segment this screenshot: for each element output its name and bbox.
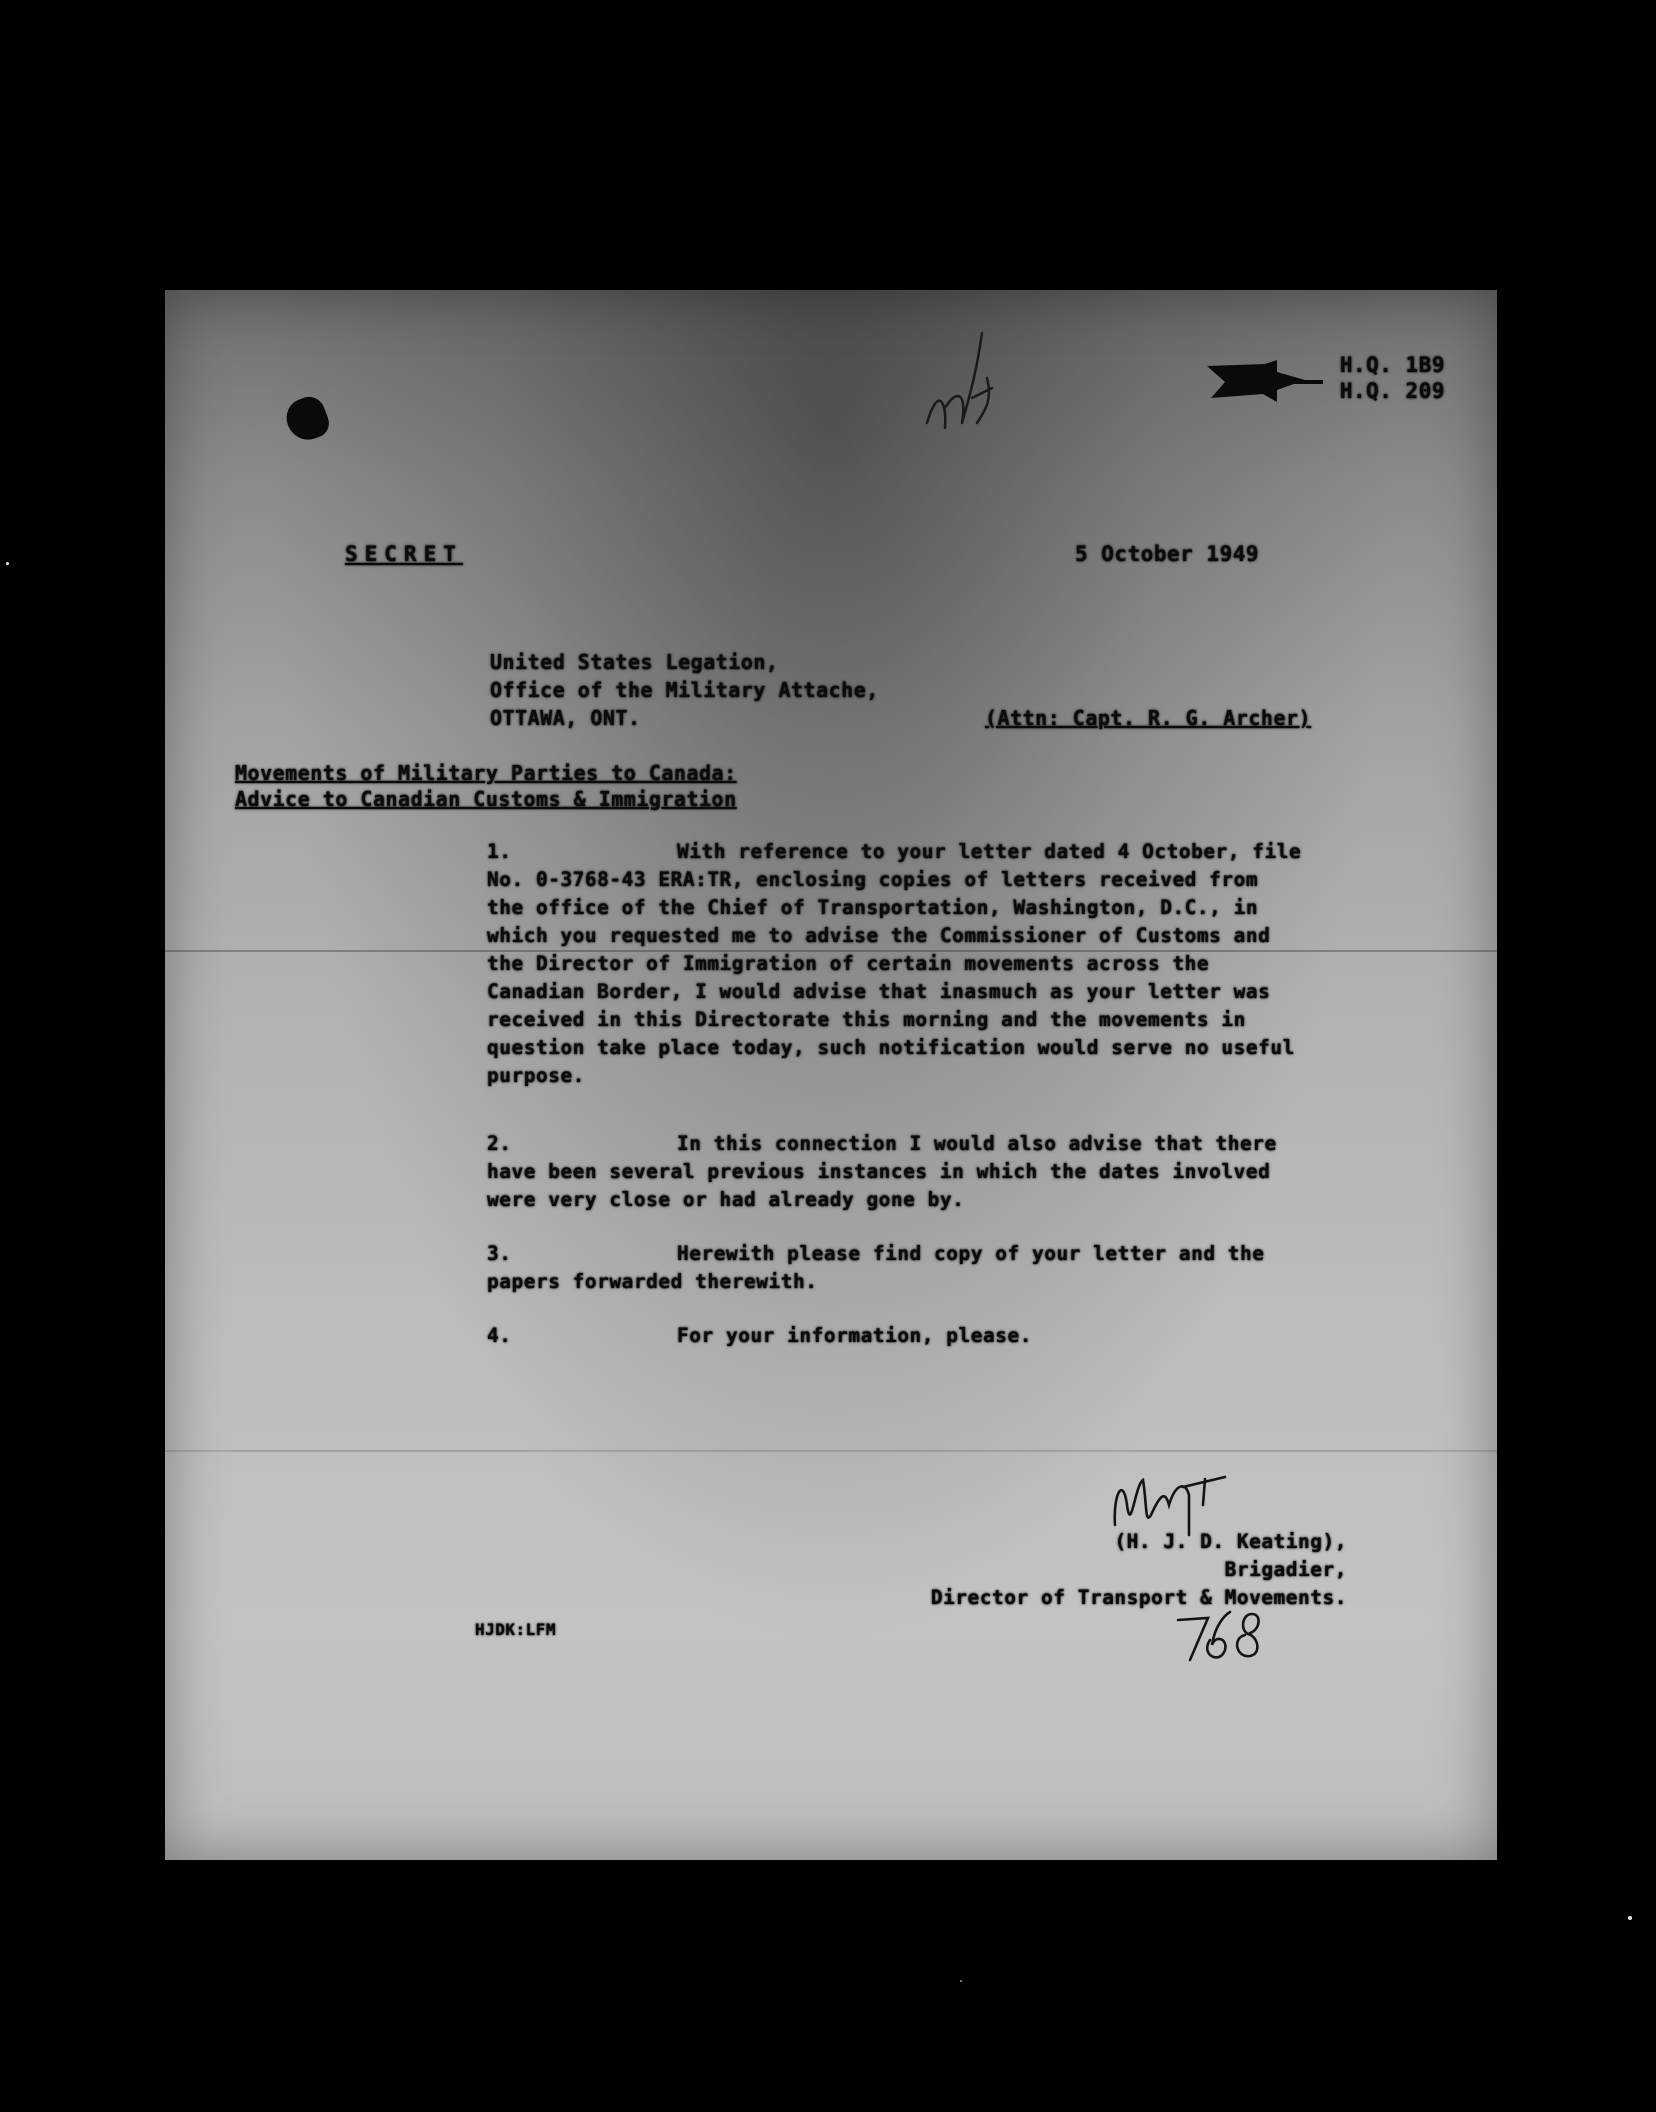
handwritten-page-number [1170, 1600, 1290, 1670]
address-line: Office of the Military Attache, [490, 678, 879, 702]
arrow-mark-icon [1205, 358, 1325, 408]
handwritten-initials [917, 328, 1007, 448]
paragraph-number: 4. [487, 1324, 512, 1347]
signatory-rank: Brigadier, [1224, 1558, 1347, 1581]
paragraph-line: question take place today, such notification would serve no useful [487, 1036, 1295, 1059]
recipient-address [490, 648, 879, 732]
paragraph-2 [487, 1130, 1277, 1214]
subject-line: Advice to Canadian Customs & Immigration [235, 787, 737, 811]
paragraph-line: Canadian Border, I would advise that inasmuch as your letter was [487, 980, 1271, 1003]
paragraph-line: In this connection I would also advise that there [677, 1132, 1277, 1155]
fold-line [165, 1450, 1497, 1452]
paragraph-line: have been several previous instances in which the dates involved [487, 1160, 1271, 1183]
paragraph-line: For your information, please. [677, 1324, 1032, 1347]
typist-reference: HJDK:LFM [475, 1620, 557, 1639]
reference-number: H.Q. 1B9 [1339, 353, 1445, 377]
paragraph-line: received in this Directorate this morning and the movements in [487, 1008, 1246, 1031]
paragraph-line: which you requested me to advise the Commissioner of Customs and [487, 924, 1271, 947]
signatory-name: (H. J. D. Keating), [1114, 1530, 1347, 1553]
dust-speck [6, 562, 9, 565]
paragraph-line: papers forwarded therewith. [487, 1270, 818, 1293]
paragraph-4 [487, 1322, 1032, 1350]
document-page [165, 290, 1497, 1860]
paragraph-number: 1. [487, 840, 512, 863]
subject-line: Movements of Military Parties to Canada: [235, 761, 737, 785]
paragraph-number: 3. [487, 1242, 512, 1265]
paragraph-line: Herewith please find copy of your letter and the [677, 1242, 1265, 1265]
ink-blot-icon [281, 392, 333, 445]
reference-number: H.Q. 209 [1339, 379, 1445, 403]
paragraph-line: were very close or had already gone by. [487, 1188, 965, 1211]
dust-speck [960, 1980, 962, 1982]
paragraph-line: No. 0-3768-43 ERA:TR, enclosing copies of letters received from [487, 868, 1259, 891]
security-classification: SECRET [345, 542, 463, 566]
paragraph-line: purpose. [487, 1064, 585, 1087]
address-line: OTTAWA, ONT. [490, 706, 641, 730]
signatory-title: Director of Transport & Movements. [930, 1586, 1347, 1609]
paragraph-line: the Director of Immigration of certain movements across the [487, 952, 1210, 975]
paragraph-1 [487, 838, 1301, 1090]
address-line: United States Legation, [490, 650, 779, 674]
attention-line: (Attn: Capt. R. G. Archer) [985, 706, 1312, 730]
letter-date: 5 October 1949 [1075, 542, 1260, 566]
paragraph-line: With reference to your letter dated 4 October, file [677, 840, 1302, 863]
paragraph-number: 2. [487, 1132, 512, 1155]
paragraph-3 [487, 1240, 1265, 1296]
subject-heading [235, 760, 737, 812]
reference-numbers [1340, 352, 1445, 404]
paragraph-line: the office of the Chief of Transportation, Washington, D.C., in [487, 896, 1259, 919]
dust-speck [1628, 1916, 1632, 1920]
